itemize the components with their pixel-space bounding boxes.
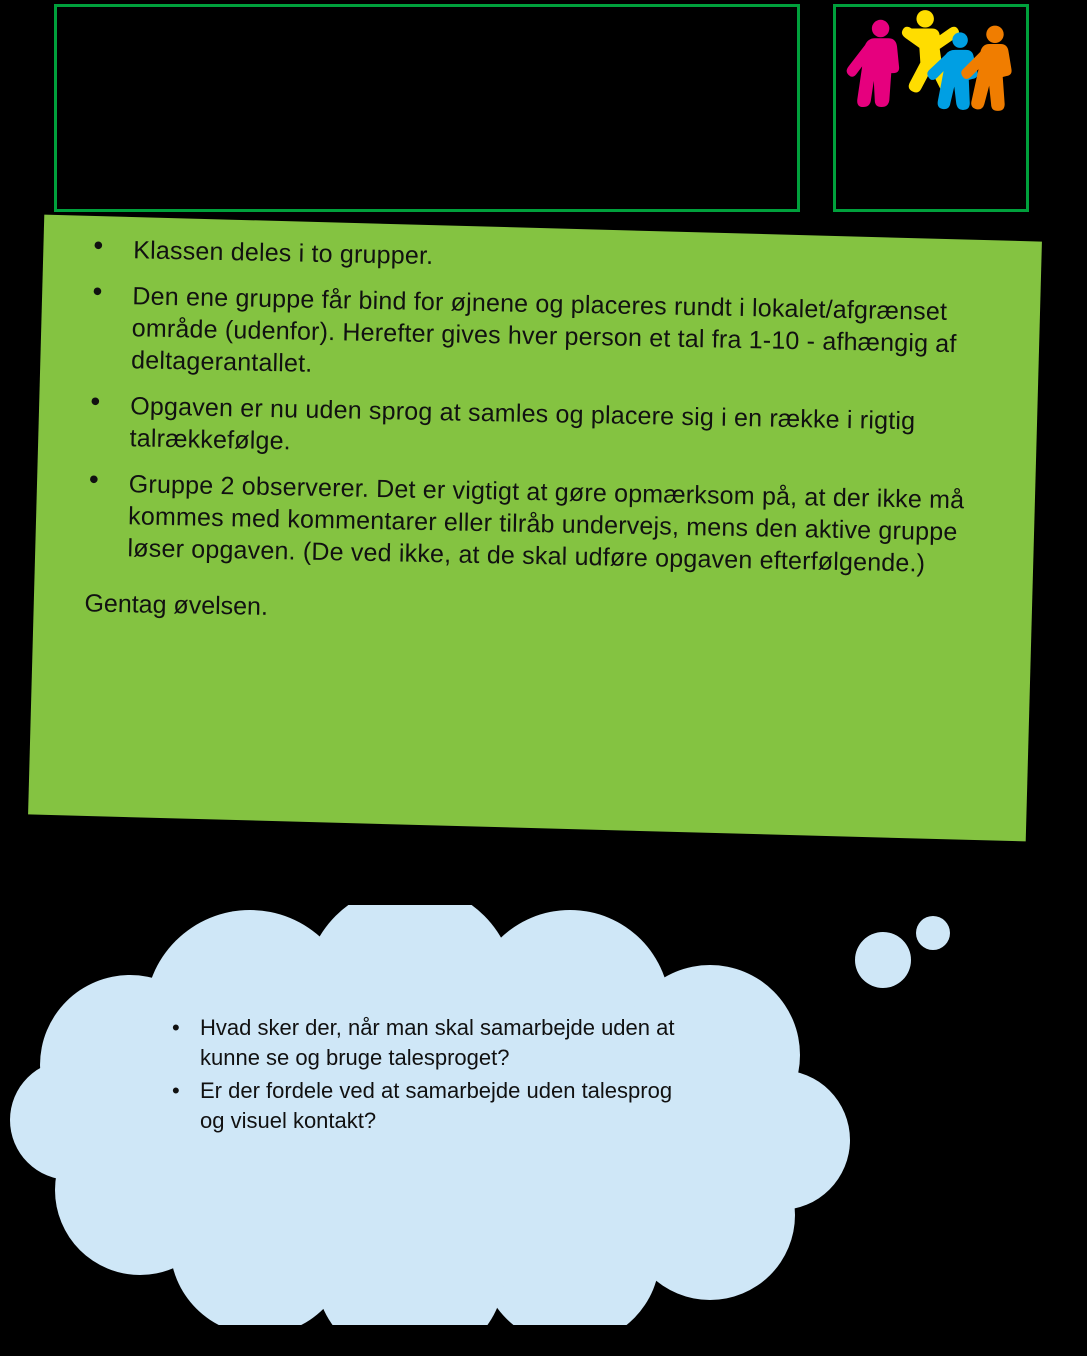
reflection-question: Hvad sker der, når man skal samarbejde uden at kunne se og bruge talesproget?: [200, 1015, 675, 1070]
list-item: [67, 385, 1018, 471]
list-item: [140, 1076, 700, 1135]
bullet-icon: •: [92, 275, 103, 307]
bullet-icon: •: [172, 1015, 180, 1040]
instructions-panel: [28, 215, 1042, 842]
reflection-question-list: [140, 1013, 700, 1136]
list-item: [71, 229, 1021, 283]
list-item: [140, 1013, 700, 1072]
instruction-text: Gruppe 2 observerer. Det er vigtigt at gøre opmærksom på, at der ikke må kommes med kommentarer eller tilråb undervejs, mens den aktive gruppe løser opgaven. (De ved ikke, at de skal udføre opgaven efterfølgende.): [127, 470, 965, 578]
reflection-question: Er der fordele ved at samarbejde uden talesprog og visuel kontakt?: [200, 1078, 673, 1134]
bullet-icon: •: [90, 385, 101, 417]
header-box: [54, 4, 800, 212]
instruction-text: Den ene gruppe får bind for øjnene og placeres rundt i lokalet/afgrænset område (udenfor). Herefter gives hver person et tal fra 1-10 - afhængig af deltagerantallet.: [130, 282, 957, 378]
page-title: [57, 7, 797, 31]
bullet-icon: •: [172, 1078, 180, 1104]
instruction-list: [65, 229, 1021, 581]
children-playing-logo: [836, 7, 1026, 209]
list-item: [65, 463, 1017, 581]
logo-box: [833, 4, 1029, 212]
bullet-icon: •: [88, 463, 100, 495]
list-item: [69, 275, 1021, 393]
reflection-cloud: [10, 905, 960, 1325]
instruction-text: Klassen deles i to grupper.: [133, 236, 434, 271]
instruction-text: Opgaven er nu uden sprog at samles og placere sig i en række i rigtig talrækkefølge.: [129, 392, 916, 456]
bullet-icon: •: [93, 229, 104, 261]
instructions-note: Gentag øvelsen.: [84, 589, 269, 621]
